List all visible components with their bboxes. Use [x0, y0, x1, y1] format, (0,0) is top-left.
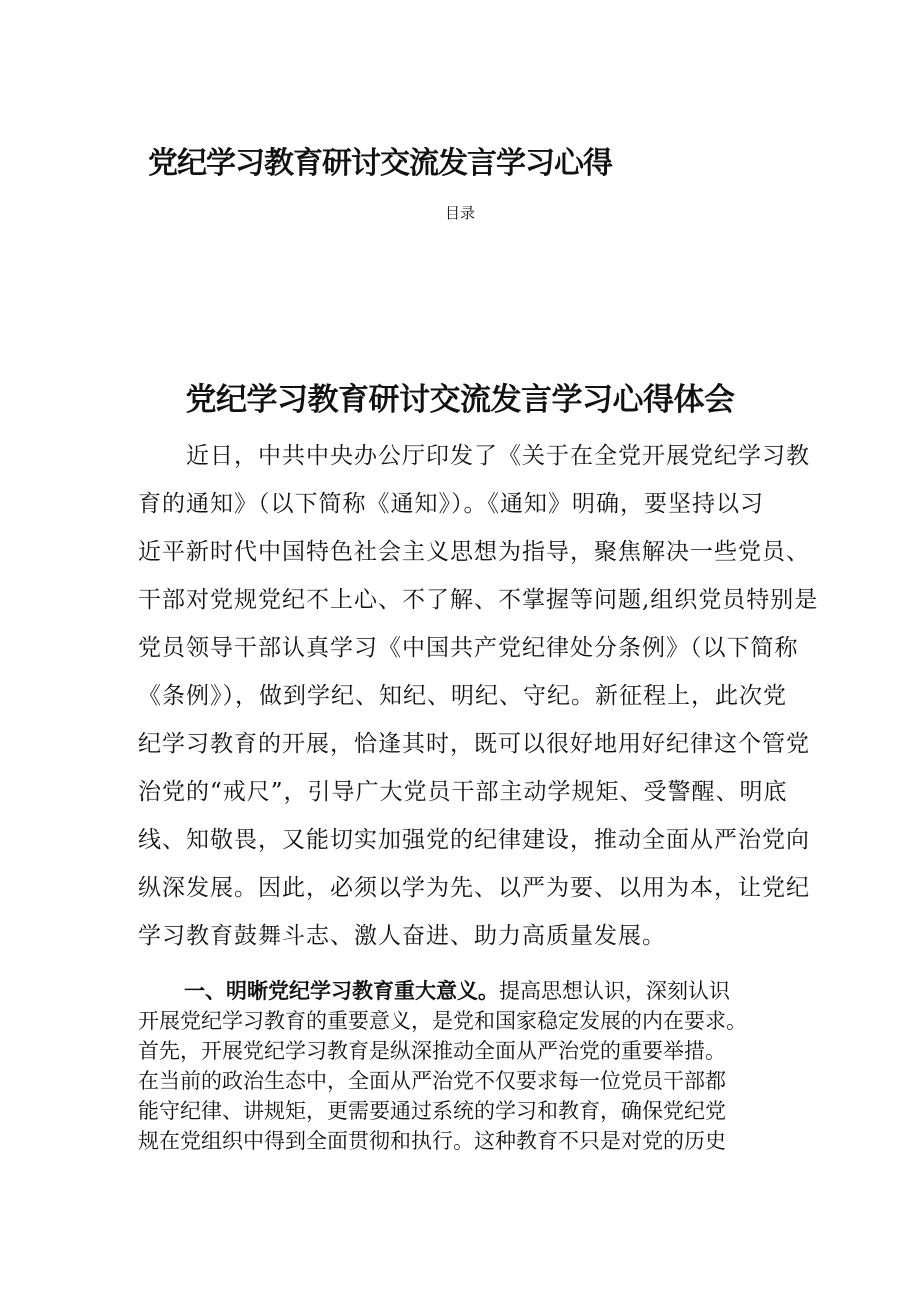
intro-line: 学习教育鼓舞斗志、激人奋进、助力高质量发展。 [138, 923, 666, 949]
article-title: 党纪学习教育研讨交流发言学习心得体会 [185, 382, 735, 418]
intro-line: 近平新时代中国特色社会主义思想为指导，聚焦解决一些党员、 [138, 539, 810, 565]
section-1-heading: 一、明晰党纪学习教育重大意义。 [184, 979, 499, 1003]
document-title: 党纪学习教育研讨交流发言学习心得 [148, 146, 612, 181]
intro-line: 近日，中共中央办公厅印发了《关于在全党开展党纪学习教 [186, 443, 810, 469]
section-1-line: 首先，开展党纪学习教育是纵深推动全面从严治党的重要举措。 [138, 1039, 726, 1063]
table-of-contents-label: 目录 [444, 204, 475, 222]
intro-line: 纪学习教育的开展，恰逢其时，既可以很好地用好纪律这个管党 [138, 731, 810, 757]
section-1-first-line-text: 提高思想认识，深刻认识 [499, 979, 730, 1003]
intro-line: 治党的“戒尺”，引导广大党员干部主动学规矩、受警醒、明底 [138, 779, 788, 805]
section-1-line: 在当前的政治生态中，全面从严治党不仅要求每一位党员干部都 [138, 1069, 726, 1093]
intro-line: 纵深发展。因此，必须以学为先、以严为要、以用为本，让党纪 [138, 875, 810, 901]
section-1-line: 规在党组织中得到全面贯彻和执行。这种教育不只是对党的历史 [138, 1129, 726, 1153]
section-1-line: 开展党纪学习教育的重要意义，是党和国家稳定发展的内在要求。 [138, 1009, 747, 1033]
intro-line: 党员领导干部认真学习《中国共产党纪律处分条例》（以下简称 [138, 635, 799, 661]
intro-line: 育的通知》（以下简称《通知》）。《通知》明确，要坚持以习 [138, 491, 764, 517]
section-1-line: 能守纪律、讲规矩，更需要通过系统的学习和教育，确保党纪党 [138, 1099, 726, 1123]
intro-line: 《条例》），做到学纪、知纪、明纪、守纪。新征程上，此次党 [138, 683, 787, 709]
section-1-first-line [138, 976, 818, 1006]
intro-line: 线、知敬畏，又能切实加强党的纪律建设，推动全面从严治党向 [138, 827, 810, 853]
intro-line: 干部对党规党纪不上心、不了解、不掌握等问题,组织党员特别是 [138, 587, 819, 613]
intro-paragraph [138, 432, 819, 960]
section-1-paragraph [138, 976, 818, 1156]
